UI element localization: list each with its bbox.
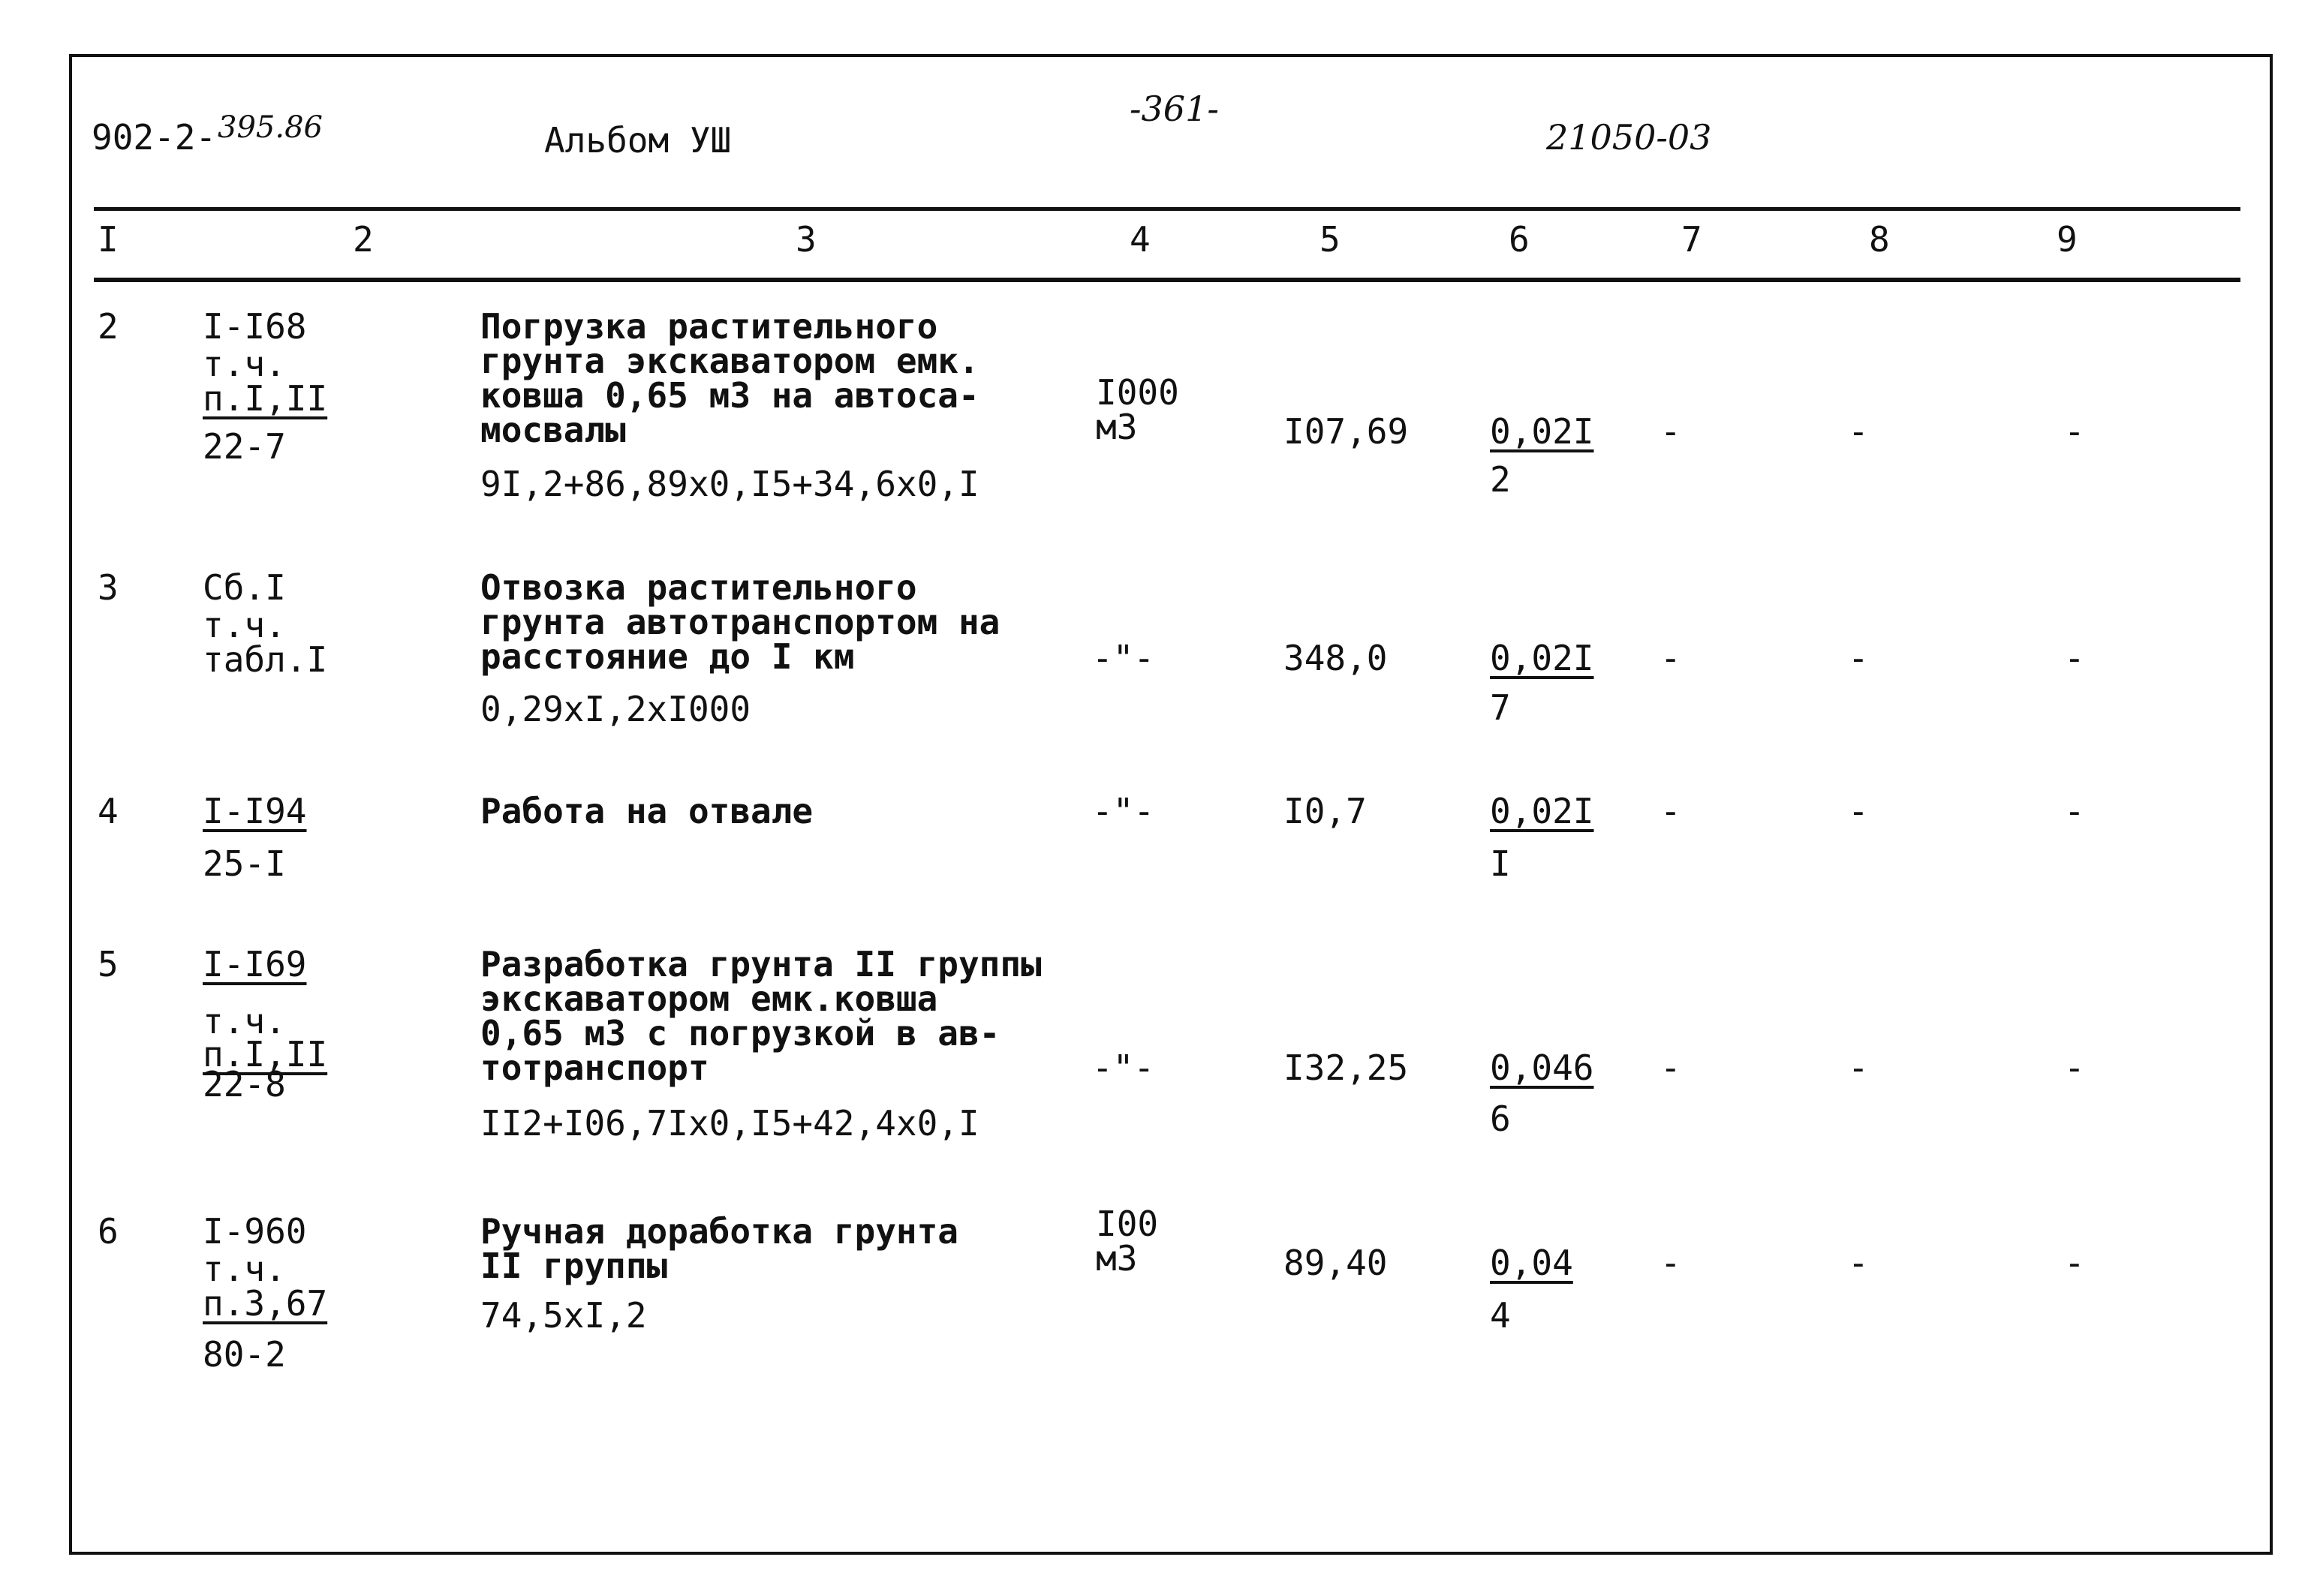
unit: I00 м3 — [1096, 1204, 1159, 1279]
unit: I000 м3 — [1096, 372, 1179, 447]
col6-bottom: I — [1490, 843, 1511, 884]
col9: - — [2064, 791, 2085, 831]
unit: -"- — [1092, 1047, 1155, 1088]
col-header-6: 6 — [1509, 219, 1530, 260]
col-header-4: 4 — [1130, 219, 1151, 260]
work-description: Ручная доработка грунта II группы — [480, 1211, 958, 1286]
ref-line: I-960 — [203, 1211, 307, 1252]
work-formula: 74,5xI,2 — [480, 1295, 647, 1336]
col6-top: 0,02I — [1490, 638, 1594, 678]
ref-line: т.ч. — [203, 344, 286, 384]
work-description: Отвозка растительного грунта автотранспортом на расстояние до I км — [480, 567, 1001, 677]
col7: - — [1660, 638, 1681, 678]
col-header-5: 5 — [1320, 219, 1341, 260]
col8: - — [1848, 1047, 1869, 1088]
ref-line: т.ч. — [203, 1001, 286, 1041]
value: 89,40 — [1283, 1243, 1388, 1283]
ref-line: т.ч. — [203, 605, 286, 645]
row-number: 5 — [98, 944, 119, 984]
header-rule-bottom — [94, 278, 2240, 282]
col9: - — [2064, 411, 2085, 452]
doc-code-print: 902-2- — [92, 117, 217, 158]
ref-line-underlined: I-I94 — [203, 791, 307, 831]
col8: - — [1848, 411, 1869, 452]
col7: - — [1660, 411, 1681, 452]
work-description: Разработка грунта II группы экскаватором емк.ковша 0,65 м3 с погрузкой в ав- тотранспорт — [480, 944, 1042, 1088]
col6-bottom: 4 — [1490, 1295, 1511, 1336]
col-header-8: 8 — [1869, 219, 1890, 260]
ref-line: Сб.I — [203, 567, 286, 608]
col6-bottom: 6 — [1490, 1099, 1511, 1139]
unit: -"- — [1092, 638, 1155, 678]
col6-bottom: 2 — [1490, 459, 1511, 500]
value: I07,69 — [1283, 411, 1409, 452]
header-rule-top — [94, 207, 2240, 211]
col9: - — [2064, 638, 2085, 678]
page-number: -361- — [1130, 89, 1219, 129]
row-number: 2 — [98, 306, 119, 347]
col7: - — [1660, 1047, 1681, 1088]
project-number: 21050-03 — [1546, 117, 1712, 158]
unit: -"- — [1092, 791, 1155, 831]
ref-line-underlined: I-I69 — [203, 944, 307, 984]
work-formula: 9I,2+86,89x0,I5+34,6x0,I — [480, 464, 979, 504]
ref-line: табл.I — [203, 639, 328, 680]
work-description: Работа на отвале — [480, 791, 814, 831]
ref-line-underlined: п.I,II — [203, 1034, 328, 1075]
col6-top: 0,046 — [1490, 1047, 1594, 1088]
doc-code-hand: 395.86 — [218, 110, 323, 145]
row-number: 4 — [98, 791, 119, 831]
ref-line: I-I68 — [203, 306, 307, 347]
ref-bottom: 80-2 — [203, 1334, 286, 1375]
ref-bottom: 22-7 — [203, 426, 286, 467]
value: 348,0 — [1283, 638, 1388, 678]
col-header-7: 7 — [1681, 219, 1702, 260]
col6-top: 0,02I — [1490, 791, 1594, 831]
album-label: Альбом УШ — [544, 120, 732, 161]
ref-line-underlined: п.3,67 — [203, 1283, 328, 1324]
col9: - — [2064, 1047, 2085, 1088]
work-description: Погрузка растительного грунта экскаватором емк. ковша 0,65 м3 на автоса- мосвалы — [480, 306, 979, 450]
col8: - — [1848, 791, 1869, 831]
ref-bottom: 22-8 — [203, 1064, 286, 1105]
col7: - — [1660, 1243, 1681, 1283]
ref-line-underlined: п.I,II — [203, 378, 328, 419]
col6-top: 0,04 — [1490, 1243, 1573, 1283]
work-formula: 0,29xI,2xI000 — [480, 689, 751, 729]
col6-top: 0,02I — [1490, 411, 1594, 452]
col-header-2: 2 — [353, 219, 374, 260]
row-number: 6 — [98, 1211, 119, 1252]
col9: - — [2064, 1243, 2085, 1283]
ref-line: т.ч. — [203, 1249, 286, 1289]
col-header-1: I — [98, 219, 119, 260]
col8: - — [1848, 638, 1869, 678]
value: I32,25 — [1283, 1047, 1409, 1088]
col6-bottom: 7 — [1490, 687, 1511, 728]
value: I0,7 — [1283, 791, 1367, 831]
col-header-9: 9 — [2057, 219, 2078, 260]
ref-bottom: 25-I — [203, 843, 286, 884]
work-formula: II2+I06,7Ix0,I5+42,4x0,I — [480, 1103, 979, 1144]
col7: - — [1660, 791, 1681, 831]
col-header-3: 3 — [796, 219, 817, 260]
row-number: 3 — [98, 567, 119, 608]
col8: - — [1848, 1243, 1869, 1283]
